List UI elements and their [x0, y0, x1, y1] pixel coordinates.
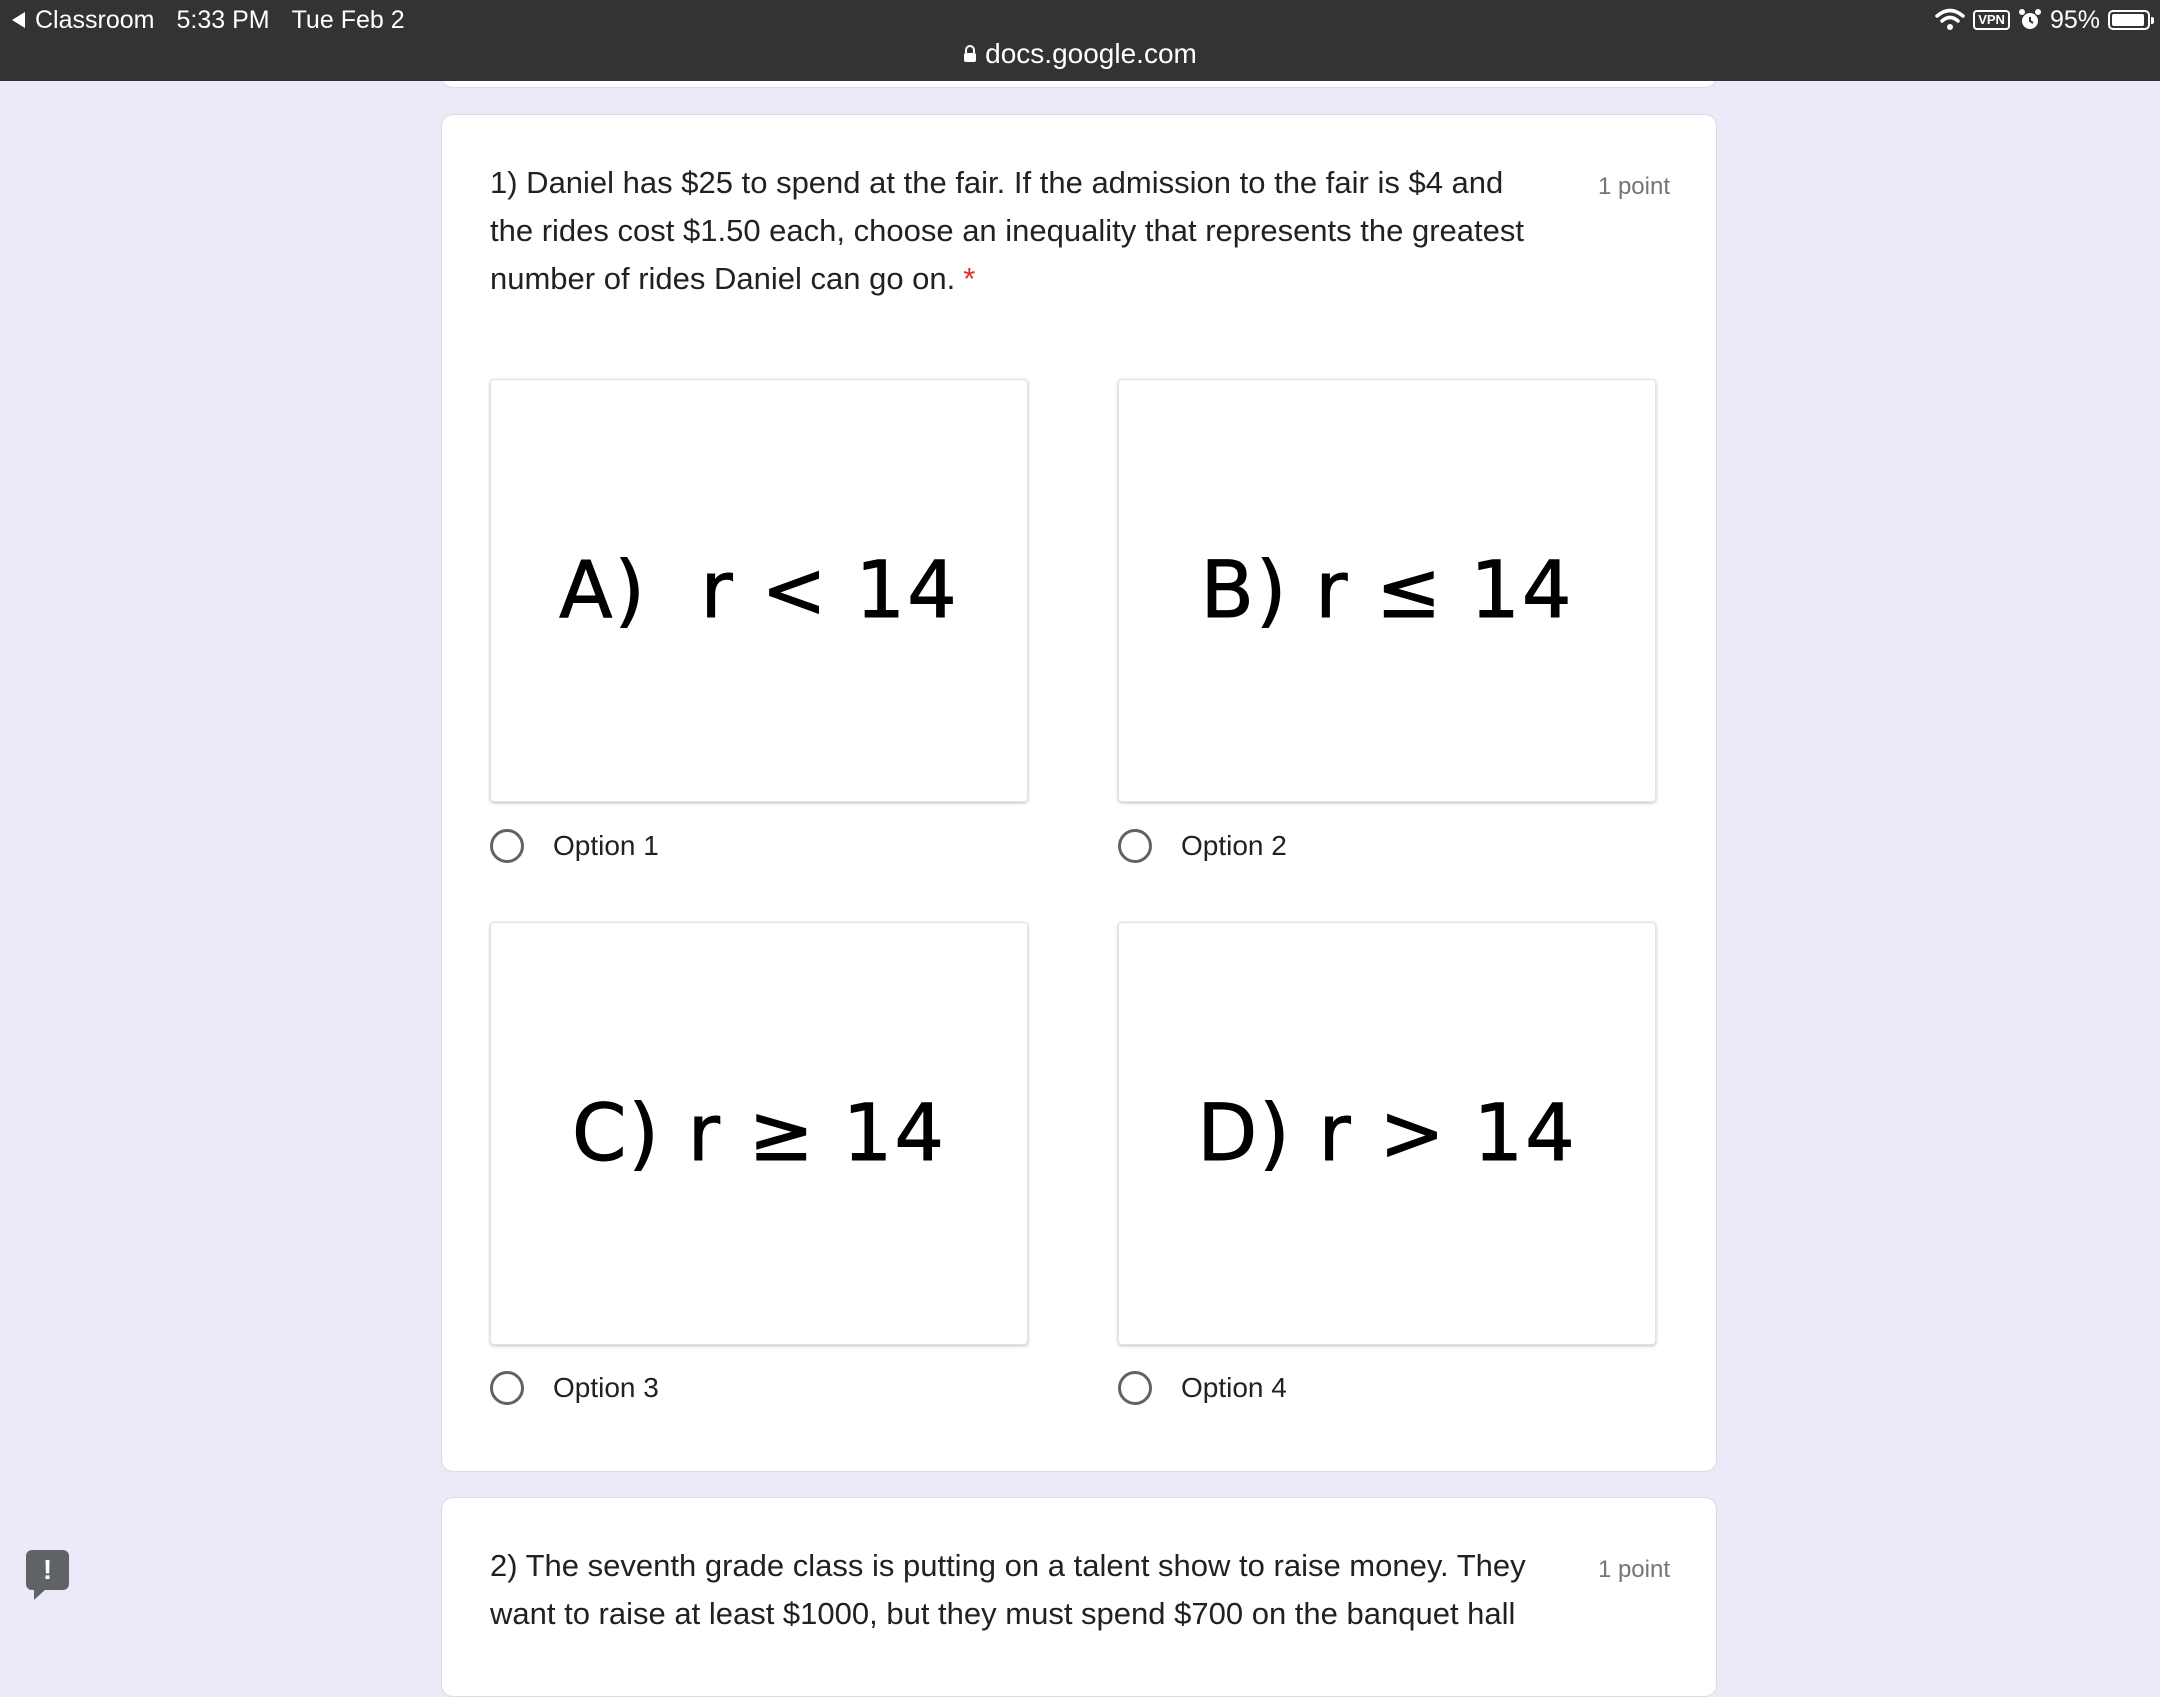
- feedback-icon[interactable]: [26, 1550, 69, 1590]
- question-1-card: [441, 114, 1717, 1472]
- battery-icon: [2108, 10, 2150, 30]
- battery-fill: [2112, 14, 2144, 26]
- feedback-icon-glyph: !: [42, 1554, 53, 1585]
- question-2-card: [441, 1497, 1717, 1697]
- url-bar[interactable]: [0, 35, 2160, 73]
- question-2-points: 1 point: [1597, 1556, 1670, 1583]
- option-4-row[interactable]: [1118, 1365, 1287, 1411]
- back-to-app-label[interactable]: Classroom: [35, 5, 155, 34]
- option-4-radio[interactable]: [1118, 1371, 1152, 1405]
- battery-percent: 95%: [2049, 5, 2100, 34]
- browser-top-bar: [0, 0, 2160, 81]
- alarm-icon: [2018, 8, 2042, 32]
- option-4-label[interactable]: Option 4: [1181, 1372, 1287, 1403]
- option-1-radio[interactable]: [490, 829, 524, 863]
- option-3-row[interactable]: [490, 1365, 659, 1411]
- status-time: 5:33 PM: [176, 5, 270, 34]
- wifi-icon: [1935, 8, 1965, 32]
- option-2-radio[interactable]: [1118, 829, 1152, 863]
- option-3-image-text: C) r ≥ 14: [572, 1088, 946, 1179]
- option-4-image-text: D) r > 14: [1197, 1088, 1577, 1179]
- status-bar-left: [12, 4, 405, 36]
- question-1-points: 1 point: [1597, 173, 1670, 200]
- option-2-label[interactable]: Option 2: [1181, 830, 1287, 861]
- option-2-image-text: B) r ≤ 14: [1200, 545, 1574, 636]
- option-3-image: [490, 922, 1028, 1345]
- option-2-row[interactable]: [1118, 823, 1287, 869]
- option-4-image: [1118, 922, 1656, 1345]
- option-3-label[interactable]: Option 3: [553, 1372, 659, 1403]
- status-date: Tue Feb 2: [291, 5, 405, 34]
- back-arrow-icon[interactable]: [12, 12, 25, 28]
- option-3-radio[interactable]: [490, 1371, 524, 1405]
- lock-icon: [963, 45, 977, 63]
- option-1-image: [490, 379, 1028, 802]
- option-1-label[interactable]: Option 1: [553, 830, 659, 861]
- option-1-image-text: A) r < 14: [559, 545, 959, 636]
- url-domain[interactable]: docs.google.com: [985, 38, 1197, 69]
- vpn-badge: VPN: [1973, 10, 2010, 30]
- question-2-title: 2) The seventh grade class is putting on a talent show to raise money. They want to raise at least $1000, but they must spend $700 on the banquet hall: [490, 1548, 1526, 1631]
- question-1-title: [490, 159, 1530, 303]
- required-asterisk: *: [963, 261, 976, 296]
- status-bar-right: [1935, 4, 2150, 36]
- option-1-row[interactable]: [490, 823, 659, 869]
- option-2-image: [1118, 379, 1656, 802]
- question-1-text: 1) Daniel has $25 to spend at the fair. If the admission to the fair is $4 and the rides cost $1.50 each, choose an inequality that represents the greatest number of rides Daniel can go on.: [490, 165, 1524, 296]
